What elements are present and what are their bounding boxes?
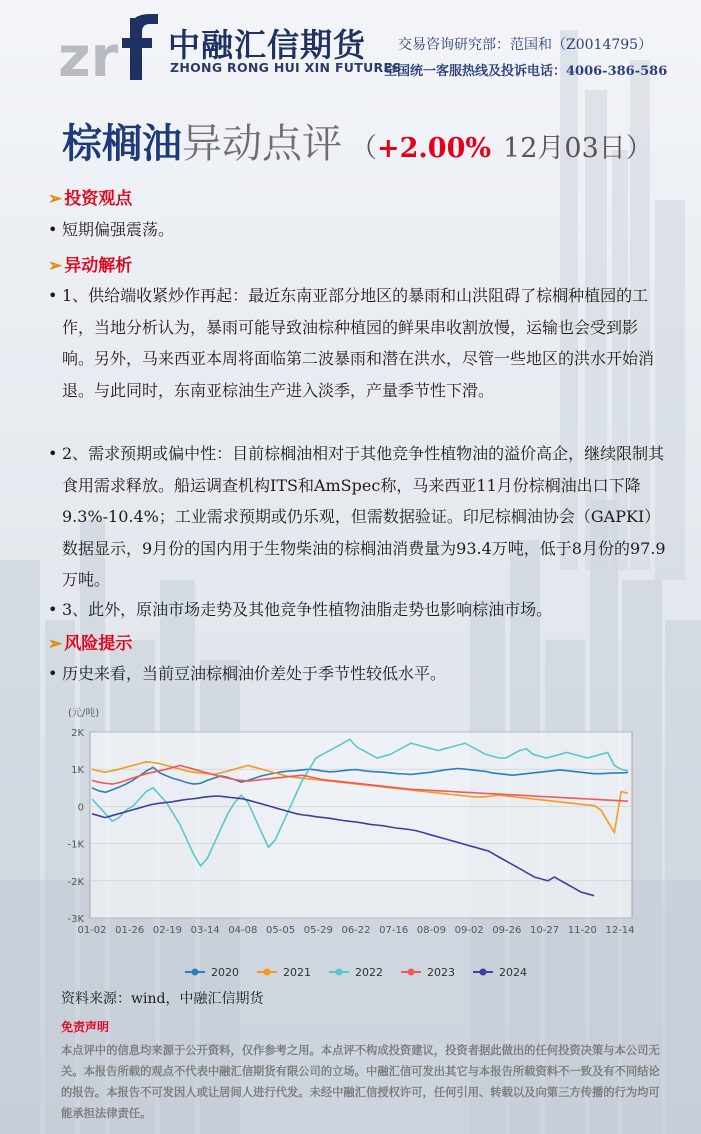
bullet-icon: • bbox=[48, 664, 58, 683]
legend-label-2024: 2024 bbox=[499, 966, 527, 979]
brand-name-cn: 中融汇信期货 bbox=[168, 26, 367, 64]
section-heading-risk: ➢ 风险提示 bbox=[48, 634, 133, 654]
analysis-text-3: 3、此外，原油市场走势及其他竞争性植物油脂走势也影响棕油市场。 bbox=[62, 600, 553, 619]
x-tick-label: 01-26 bbox=[115, 925, 145, 936]
legend-label-2020: 2020 bbox=[211, 966, 239, 979]
analysis-text-1: 1、供给端收紧炒作再起：最近东南亚部分地区的暴雨和山洪阻碍了棕榈种植园的工作，当地分析认为，暴雨可能导致油棕种植园的鲜果串收割放慢，运输也会受到影响。另外，马来西亚本周将面临第二波暴雨和潜在洪水，尽管一些地区的洪水开始消退。与此同时，东南亚棕油生产进入淡季，产量季节性下滑。 bbox=[62, 286, 655, 400]
x-tick-label: 03-14 bbox=[190, 925, 220, 936]
x-tick-label: 05-05 bbox=[266, 925, 296, 936]
section-heading-view: ➢ 投资观点 bbox=[48, 189, 133, 209]
svg-text:zr: zr bbox=[58, 25, 119, 88]
plot-area bbox=[90, 732, 632, 918]
x-tick-label: 10-27 bbox=[530, 925, 560, 936]
bullet-icon: • bbox=[48, 286, 58, 305]
bullet-icon: • bbox=[48, 444, 58, 463]
view-text: 短期偏强震荡。 bbox=[62, 220, 175, 239]
brand-name-en: ZHONG RONG HUI XIN FUTURES bbox=[170, 60, 402, 75]
analysis-text-2: 2、需求预期或偏中性：目前棕榈油相对于其他竞争性植物油的溢价高企，继续限制其食用需求释放。船运调查机构ITS和AmSpec称，马来西亚11月份棕榈油出口下降9.3%-10.4%；工业需求预期或仍乐观，但需数据验证。印尼棕榈油协会（GAPKI）数据显示，9月份的国内用于生物柴油的棕榈油消费量为93.4万吨，低于8月份的97.9万吨。 bbox=[62, 444, 666, 589]
x-tick-label: 12-14 bbox=[605, 925, 635, 936]
arrow-icon: ➢ bbox=[48, 634, 63, 654]
risk-bullet bbox=[48, 658, 668, 690]
view-bullet bbox=[48, 214, 668, 246]
x-tick-label: 09-26 bbox=[492, 925, 522, 936]
x-tick-label: 01-02 bbox=[77, 925, 107, 936]
x-tick-label: 11-20 bbox=[567, 925, 597, 936]
header bbox=[0, 0, 701, 95]
y-tick-label: 2K bbox=[71, 728, 84, 739]
title-date: 12月03日） bbox=[503, 133, 653, 164]
arrow-icon: ➢ bbox=[48, 256, 63, 276]
bullet-icon: • bbox=[48, 600, 58, 619]
risk-text: 历史来看，当前豆油棕榈油价差处于季节性较低水平。 bbox=[62, 664, 447, 683]
legend-label-2021: 2021 bbox=[283, 966, 311, 979]
analysis-bullet-3 bbox=[48, 594, 668, 626]
legend-label-2022: 2022 bbox=[355, 966, 383, 979]
analysis-bullet-1 bbox=[48, 280, 668, 406]
company-logo bbox=[58, 8, 168, 88]
x-tick-label: 07-16 bbox=[379, 925, 409, 936]
x-tick-label: 09-02 bbox=[454, 925, 484, 936]
title-subtitle: 异动点评 bbox=[182, 121, 342, 167]
title-paren: （ bbox=[350, 133, 377, 164]
y-tick-label: 1K bbox=[71, 765, 84, 777]
y-tick-label: -1K bbox=[67, 839, 84, 851]
legend-marker-2024 bbox=[480, 969, 487, 976]
contact-hotline: 全国统一客服热线及投诉电话：4006-386-586 bbox=[384, 64, 668, 79]
x-tick-label: 05-29 bbox=[303, 925, 333, 936]
seasonal-spread-chart bbox=[40, 700, 660, 990]
disclaimer-text: 本点评中的信息均来源于公开资料，仅作参考之用。本点评不构成投资建议，投资者据此做出的任何投资决策与本公司无关。本报告所载的观点不代表中融汇信期货有限公司的立场。中融汇信可发出其它与本报告所载资料不一致及有不同结论的报告。本报告不可发因人或让居间人进行代发。未经中融汇信授权许可，任何引用、转载以及向第三方传播的行为均可能承担法律责任。 bbox=[61, 1043, 660, 1120]
disclaimer-title: 免责声明 bbox=[61, 1020, 110, 1034]
data-source: 资料来源：wind，中融汇信期货 bbox=[61, 991, 264, 1007]
title-change-percent: +2.00% bbox=[377, 133, 492, 164]
y-tick-label: -2K bbox=[67, 876, 84, 888]
x-tick-label: 02-19 bbox=[152, 925, 182, 936]
x-tick-label: 08-09 bbox=[416, 925, 446, 936]
title-commodity: 棕榈油 bbox=[62, 120, 182, 167]
legend-label-2023: 2023 bbox=[427, 966, 455, 979]
arrow-icon: ➢ bbox=[48, 189, 63, 209]
contact-research-dept: 交易咨询研究部：范国和（Z0014795） bbox=[398, 37, 653, 53]
section-heading-analysis: ➢ 异动解析 bbox=[48, 256, 133, 276]
legend-marker-2020 bbox=[192, 969, 199, 976]
x-tick-label: 04-08 bbox=[228, 925, 258, 936]
bullet-icon: • bbox=[48, 220, 58, 239]
legend-marker-2022 bbox=[336, 969, 343, 976]
chart-svg bbox=[40, 700, 660, 990]
y-tick-label: -3K bbox=[67, 914, 84, 925]
legend-marker-2023 bbox=[408, 969, 415, 976]
x-tick-label: 06-22 bbox=[341, 925, 371, 936]
legend-marker-2021 bbox=[264, 969, 271, 976]
report-title bbox=[62, 112, 653, 167]
y-tick-label: 0 bbox=[77, 802, 84, 814]
y-unit-label: (元/吨) bbox=[68, 708, 100, 719]
analysis-bullet-2 bbox=[48, 438, 668, 596]
